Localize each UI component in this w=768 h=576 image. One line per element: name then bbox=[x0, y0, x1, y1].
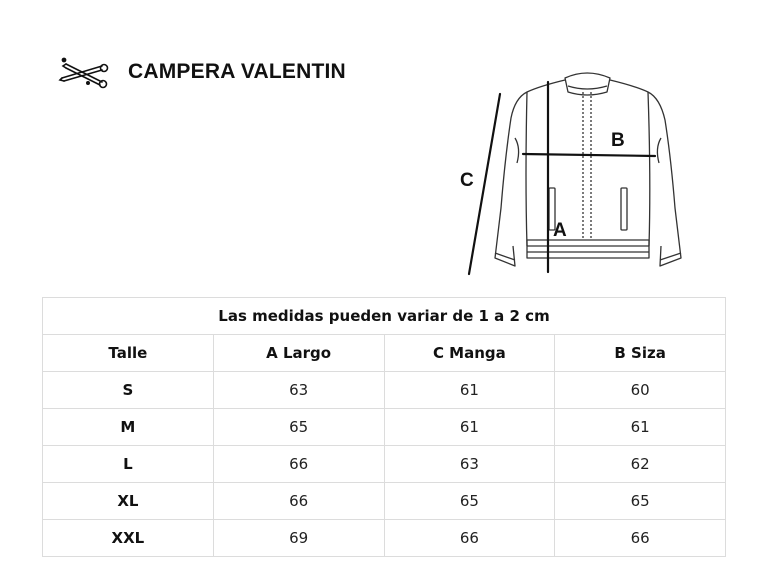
size-cell: XL bbox=[43, 483, 214, 520]
siza-cell: 62 bbox=[555, 446, 726, 483]
size-cell: XXL bbox=[43, 520, 214, 557]
siza-cell: 66 bbox=[555, 520, 726, 557]
table-row bbox=[43, 520, 726, 557]
dimension-label-b: B bbox=[611, 130, 625, 151]
page-title: CAMPERA VALENTIN bbox=[128, 60, 346, 83]
siza-cell: 60 bbox=[555, 372, 726, 409]
table-caption: Las medidas pueden variar de 1 a 2 cm bbox=[43, 298, 726, 335]
siza-cell: 61 bbox=[555, 409, 726, 446]
manga-cell: 61 bbox=[384, 372, 555, 409]
dimension-label-a: A bbox=[553, 220, 567, 241]
siza-cell: 65 bbox=[555, 483, 726, 520]
manga-cell: 66 bbox=[384, 520, 555, 557]
largo-cell: 69 bbox=[213, 520, 384, 557]
largo-cell: 66 bbox=[213, 483, 384, 520]
largo-cell: 66 bbox=[213, 446, 384, 483]
safety-pins-icon bbox=[58, 56, 112, 90]
largo-cell: 65 bbox=[213, 409, 384, 446]
table-row bbox=[43, 483, 726, 520]
bomber-jacket-icon bbox=[455, 68, 705, 283]
column-header-siza: B Siza bbox=[555, 335, 726, 372]
largo-cell: 63 bbox=[213, 372, 384, 409]
table-header-row bbox=[43, 335, 726, 372]
table-row bbox=[43, 409, 726, 446]
size-cell: S bbox=[43, 372, 214, 409]
table-caption-row bbox=[43, 298, 726, 335]
size-cell: L bbox=[43, 446, 214, 483]
column-header-largo: A Largo bbox=[213, 335, 384, 372]
size-table bbox=[42, 297, 726, 557]
manga-cell: 61 bbox=[384, 409, 555, 446]
table-row bbox=[43, 372, 726, 409]
column-header-talle: Talle bbox=[43, 335, 214, 372]
table-row bbox=[43, 446, 726, 483]
size-cell: M bbox=[43, 409, 214, 446]
manga-cell: 63 bbox=[384, 446, 555, 483]
dimension-label-c: C bbox=[460, 170, 474, 191]
column-header-manga: C Manga bbox=[384, 335, 555, 372]
manga-cell: 65 bbox=[384, 483, 555, 520]
